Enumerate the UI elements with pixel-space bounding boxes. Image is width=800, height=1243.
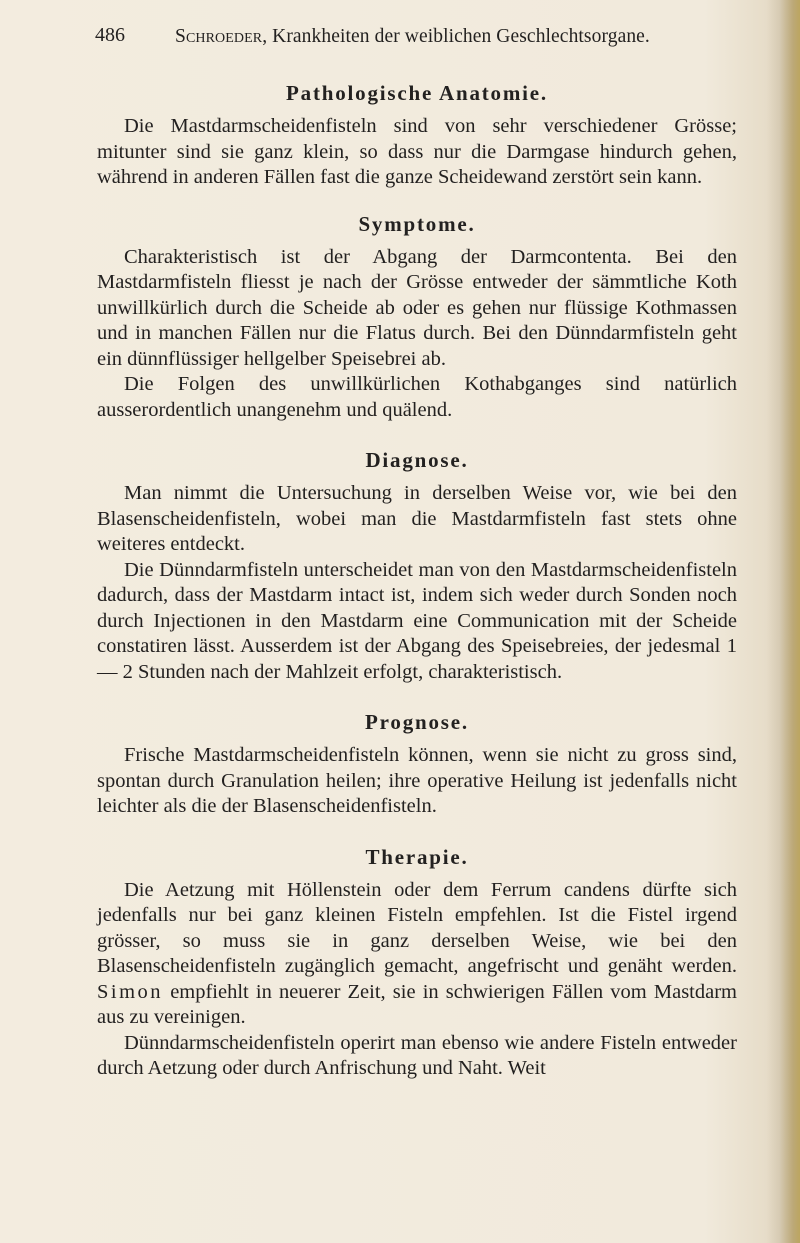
paragraph-therapie-2: Dünndarmscheidenfisteln operirt man ebenso wie andere Fisteln entweder durch Aetzung oder durch Anfrischung und Naht. Weit — [97, 1031, 737, 1079]
heading-symptome: Symptome. — [358, 211, 476, 236]
heading-prognose: Prognose. — [365, 710, 469, 734]
page-content — [97, 78, 737, 1082]
page-edge-shadow — [766, 0, 800, 1243]
page-number: 486 — [95, 24, 125, 46]
running-head-title: Krankheiten der weiblichen Geschlechtsorgane. — [272, 26, 650, 47]
running-head-author: Schroeder, — [175, 26, 268, 47]
paragraph-diagnose-2: Die Dünndarmfisteln unterscheidet man von den Mastdarmscheidenfisteln dadurch, dass der Mastdarm intact ist, indem sich weder durch Sonden noch durch Injectionen in den Mastdarm eine Communication mit der Scheide constatiren lässt. Ausserdem ist der Abgang des Speisebreies, der jedesmal 1 — 2 Stunden nach der Mahlzeit erfolgt, charakteristisch. — [97, 558, 737, 683]
paragraph-symptome-2: Die Folgen des unwillkürlichen Kothabganges sind natürlich ausserordentlich unangenehm und quälend. — [97, 373, 737, 421]
paragraph-prognose-1: Frische Mastdarmscheidenfisteln können, wenn sie nicht zu gross sind, spontan durch Granulation heilen; ihre operative Heilung ist jedenfalls nicht leichter als die der Blasenscheidenfisteln. — [97, 744, 737, 817]
author-simon: Simon — [97, 980, 164, 1003]
heading-diagnose: Diagnose. — [365, 448, 469, 472]
paragraph-symptome-1: Charakteristisch ist der Abgang der Darmcontenta. Bei den Mastdarmfisteln fliesst je nach der Grösse entweder der sämmtliche Koth unwillkürlich durch die Scheide ab oder es gehen nur flüssige Kothmassen und in manchen Fällen nur die Flatus durch. Bei den Dünndarmfisteln geht ein dünnflüssiger hellgelber Speisebrei ab. — [97, 245, 737, 370]
therapie-text-2: empfiehlt in neuerer Zeit, sie in schwierigen Fällen vom Mastdarm aus zu vereinigen. — [97, 980, 738, 1028]
paragraph-anatomie-1: Die Mastdarmscheidenfisteln sind von sehr verschiedener Grösse; mitunter sind sie ganz klein, so dass nur die Darmgase hindurch gehen, während in anderen Fällen fast die ganze Scheidewand zerstört sein kann. — [97, 115, 737, 188]
heading-pathologische-anatomie: Pathologische Anatomie. — [286, 81, 548, 105]
running-head-text — [175, 26, 650, 48]
therapie-text-1: Die Aetzung mit Höllenstein oder dem Ferrum candens dürfte sich jedenfalls nur bei ganz kleinen Fisteln empfehlen. Ist die Fistel irgend grösser, so muss sie in ganz derselben Weise, wie bei den Blasenscheidenfisteln zugänglich gemacht, angefrischt und genäht werden. — [97, 878, 737, 977]
paragraph-therapie-1 — [97, 878, 737, 1031]
heading-therapie: Therapie. — [365, 844, 469, 869]
paragraph-diagnose-1: Man nimmt die Untersuchung in derselben Weise vor, wie bei den Blasenscheidenfisteln, wobei man die Mastdarmfisteln fast stets ohne weiteres entdeckt. — [97, 482, 737, 555]
running-head — [95, 24, 735, 54]
